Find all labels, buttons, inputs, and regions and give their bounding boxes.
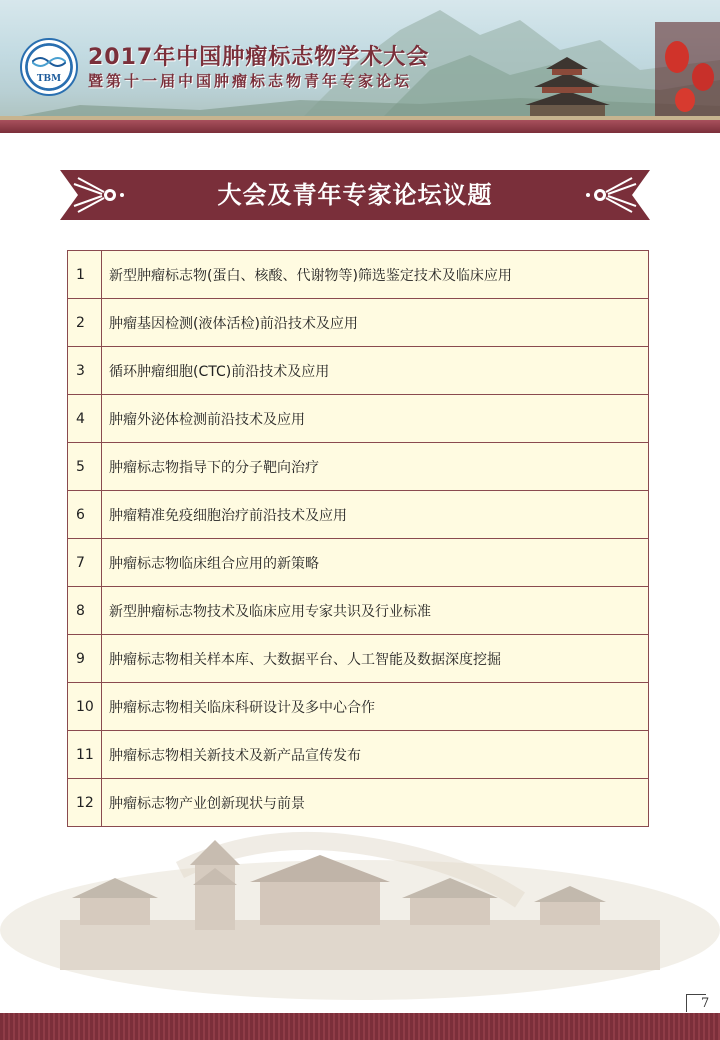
table-row — [68, 251, 649, 299]
table-row — [68, 539, 649, 587]
table-row — [68, 587, 649, 635]
topic-number: 9 — [68, 635, 102, 683]
table-row — [68, 299, 649, 347]
topic-text: 新型肿瘤标志物技术及临床应用专家共识及行业标准 — [102, 587, 649, 635]
page-number: 7 — [701, 996, 710, 1011]
topic-number: 10 — [68, 683, 102, 731]
topic-text: 肿瘤精准免疫细胞治疗前沿技术及应用 — [102, 491, 649, 539]
topics-table-body — [68, 251, 649, 827]
topic-number: 4 — [68, 395, 102, 443]
topic-text: 肿瘤标志物指导下的分子靶向治疗 — [102, 443, 649, 491]
topic-number: 3 — [68, 347, 102, 395]
table-row — [68, 395, 649, 443]
topic-text: 肿瘤标志物产业创新现状与前景 — [102, 779, 649, 827]
page-number-rule-vertical — [686, 994, 687, 1012]
conference-logo — [20, 38, 78, 96]
city-wall-watermark-graphic — [0, 810, 720, 1010]
topic-text: 肿瘤标志物相关新技术及新产品宣传发布 — [102, 731, 649, 779]
topic-number: 2 — [68, 299, 102, 347]
topic-text: 肿瘤标志物相关临床科研设计及多中心合作 — [102, 683, 649, 731]
conference-subtitle: 暨第十一届中国肿瘤标志物青年专家论坛 — [88, 72, 413, 90]
table-row — [68, 731, 649, 779]
section-title: 大会及青年专家论坛议题 — [217, 181, 493, 209]
topic-number: 11 — [68, 731, 102, 779]
topic-text: 肿瘤基因检测(液体活检)前沿技术及应用 — [102, 299, 649, 347]
logo-text: TBM — [36, 74, 62, 84]
topic-text: 新型肿瘤标志物(蛋白、核酸、代谢物等)筛选鉴定技术及临床应用 — [102, 251, 649, 299]
header-banner — [0, 0, 720, 133]
dna-icon — [32, 54, 66, 70]
topics-table — [67, 250, 649, 827]
conference-title: 2017年中国肿瘤标志物学术大会 — [88, 45, 430, 70]
table-row — [68, 443, 649, 491]
table-row — [68, 491, 649, 539]
header-maroon-bar — [0, 120, 720, 133]
topic-number: 1 — [68, 251, 102, 299]
topic-number: 5 — [68, 443, 102, 491]
section-title-ribbon — [60, 170, 650, 220]
page-number-rule — [686, 994, 706, 995]
topic-text: 循环肿瘤细胞(CTC)前沿技术及应用 — [102, 347, 649, 395]
topic-number: 12 — [68, 779, 102, 827]
footer-bar — [0, 1013, 720, 1040]
topic-number: 8 — [68, 587, 102, 635]
table-row — [68, 683, 649, 731]
table-row — [68, 635, 649, 683]
topic-number: 6 — [68, 491, 102, 539]
lanterns-icon — [655, 22, 720, 117]
table-row — [68, 347, 649, 395]
topic-text: 肿瘤外泌体检测前沿技术及应用 — [102, 395, 649, 443]
topic-number: 7 — [68, 539, 102, 587]
topic-text: 肿瘤标志物相关样本库、大数据平台、人工智能及数据深度挖掘 — [102, 635, 649, 683]
pagoda-icon — [520, 55, 615, 120]
topic-text: 肿瘤标志物临床组合应用的新策略 — [102, 539, 649, 587]
